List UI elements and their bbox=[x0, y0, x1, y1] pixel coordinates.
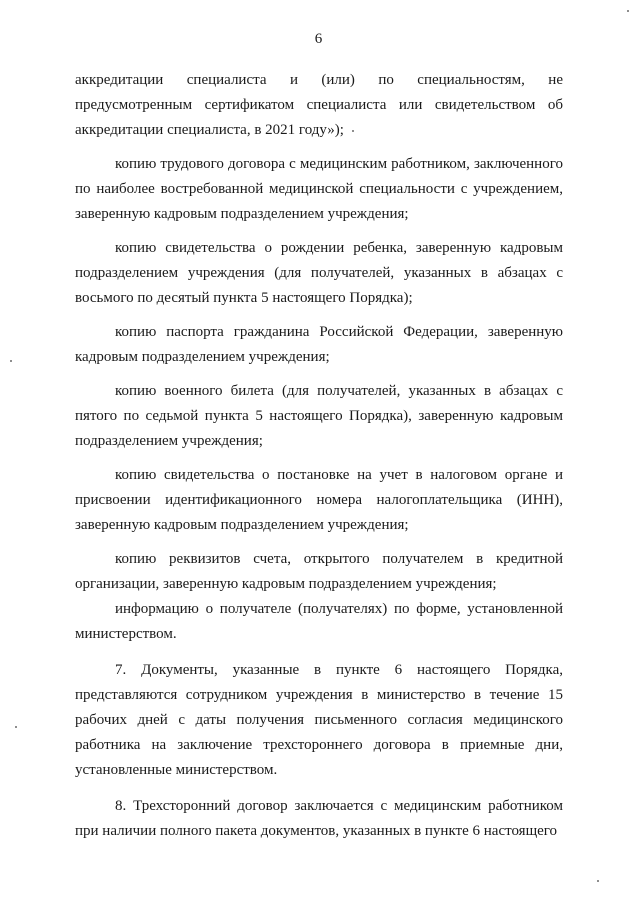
paragraph-passport-copy: копию паспорта гражданина Российской Федерации, заверенную кадровым подразделением учреждения; bbox=[75, 324, 563, 365]
paragraph-birth-certificate-copy: копию свидетельства о рождении ребенка, заверенную кадровым подразделением учреждения (для получателей, указанных в абзацах с восьмого по десятый пункта 5 настоящего Порядка); bbox=[75, 240, 563, 306]
scan-speck bbox=[597, 880, 599, 882]
paragraph-accreditation-continued: аккредитации специалиста и (или) по специальностям, не предусмотренным сертификатом специалиста или свидетельством об аккредитации специалиста, в 2021 году»); bbox=[75, 72, 563, 138]
paragraph-military-id-copy: копию военного билета (для получателей, указанных в абзацах с пятого по седьмой пункта 5 настоящего Порядка), заверенную кадровым подразделением учреждения; bbox=[75, 383, 563, 449]
document-body bbox=[75, 68, 563, 844]
scan-speck bbox=[627, 10, 629, 12]
scan-speck bbox=[352, 130, 354, 132]
paragraph-tax-registration-copy: копию свидетельства о постановке на учет в налоговом органе и присвоении идентификационного номера налогоплательщика (ИНН), заверенную кадровым подразделением учреждения; bbox=[75, 467, 563, 533]
paragraph-employment-contract-copy: копию трудового договора с медицинским работником, заключенного по наиболее востребованной медицинской специальности с учреждением, заверенную кадровым подразделением учреждения; bbox=[75, 156, 563, 222]
scan-speck bbox=[10, 360, 12, 362]
paragraph-item-7-documents: 7. Документы, указанные в пункте 6 настоящего Порядка, представляются сотрудником учреждения в министерство в течение 15 рабочих дней с даты получения письменного согласия медицинского работника на заключение трехстороннего договора в приемные дни, установленные министерством. bbox=[75, 662, 563, 778]
paragraph-recipient-information: информацию о получателе (получателях) по форме, установленной министерством. bbox=[75, 601, 563, 642]
scan-speck bbox=[15, 726, 17, 728]
page-number: 6 bbox=[314, 31, 323, 47]
paragraph-bank-details-copy: копию реквизитов счета, открытого получателем в кредитной организации, заверенную кадровым подразделением учреждения; bbox=[75, 551, 563, 592]
paragraph-item-8-tripartite-agreement: 8. Трехсторонний договор заключается с медицинским работником при наличии полного пакета документов, указанных в пункте 6 настоящего bbox=[75, 798, 563, 839]
